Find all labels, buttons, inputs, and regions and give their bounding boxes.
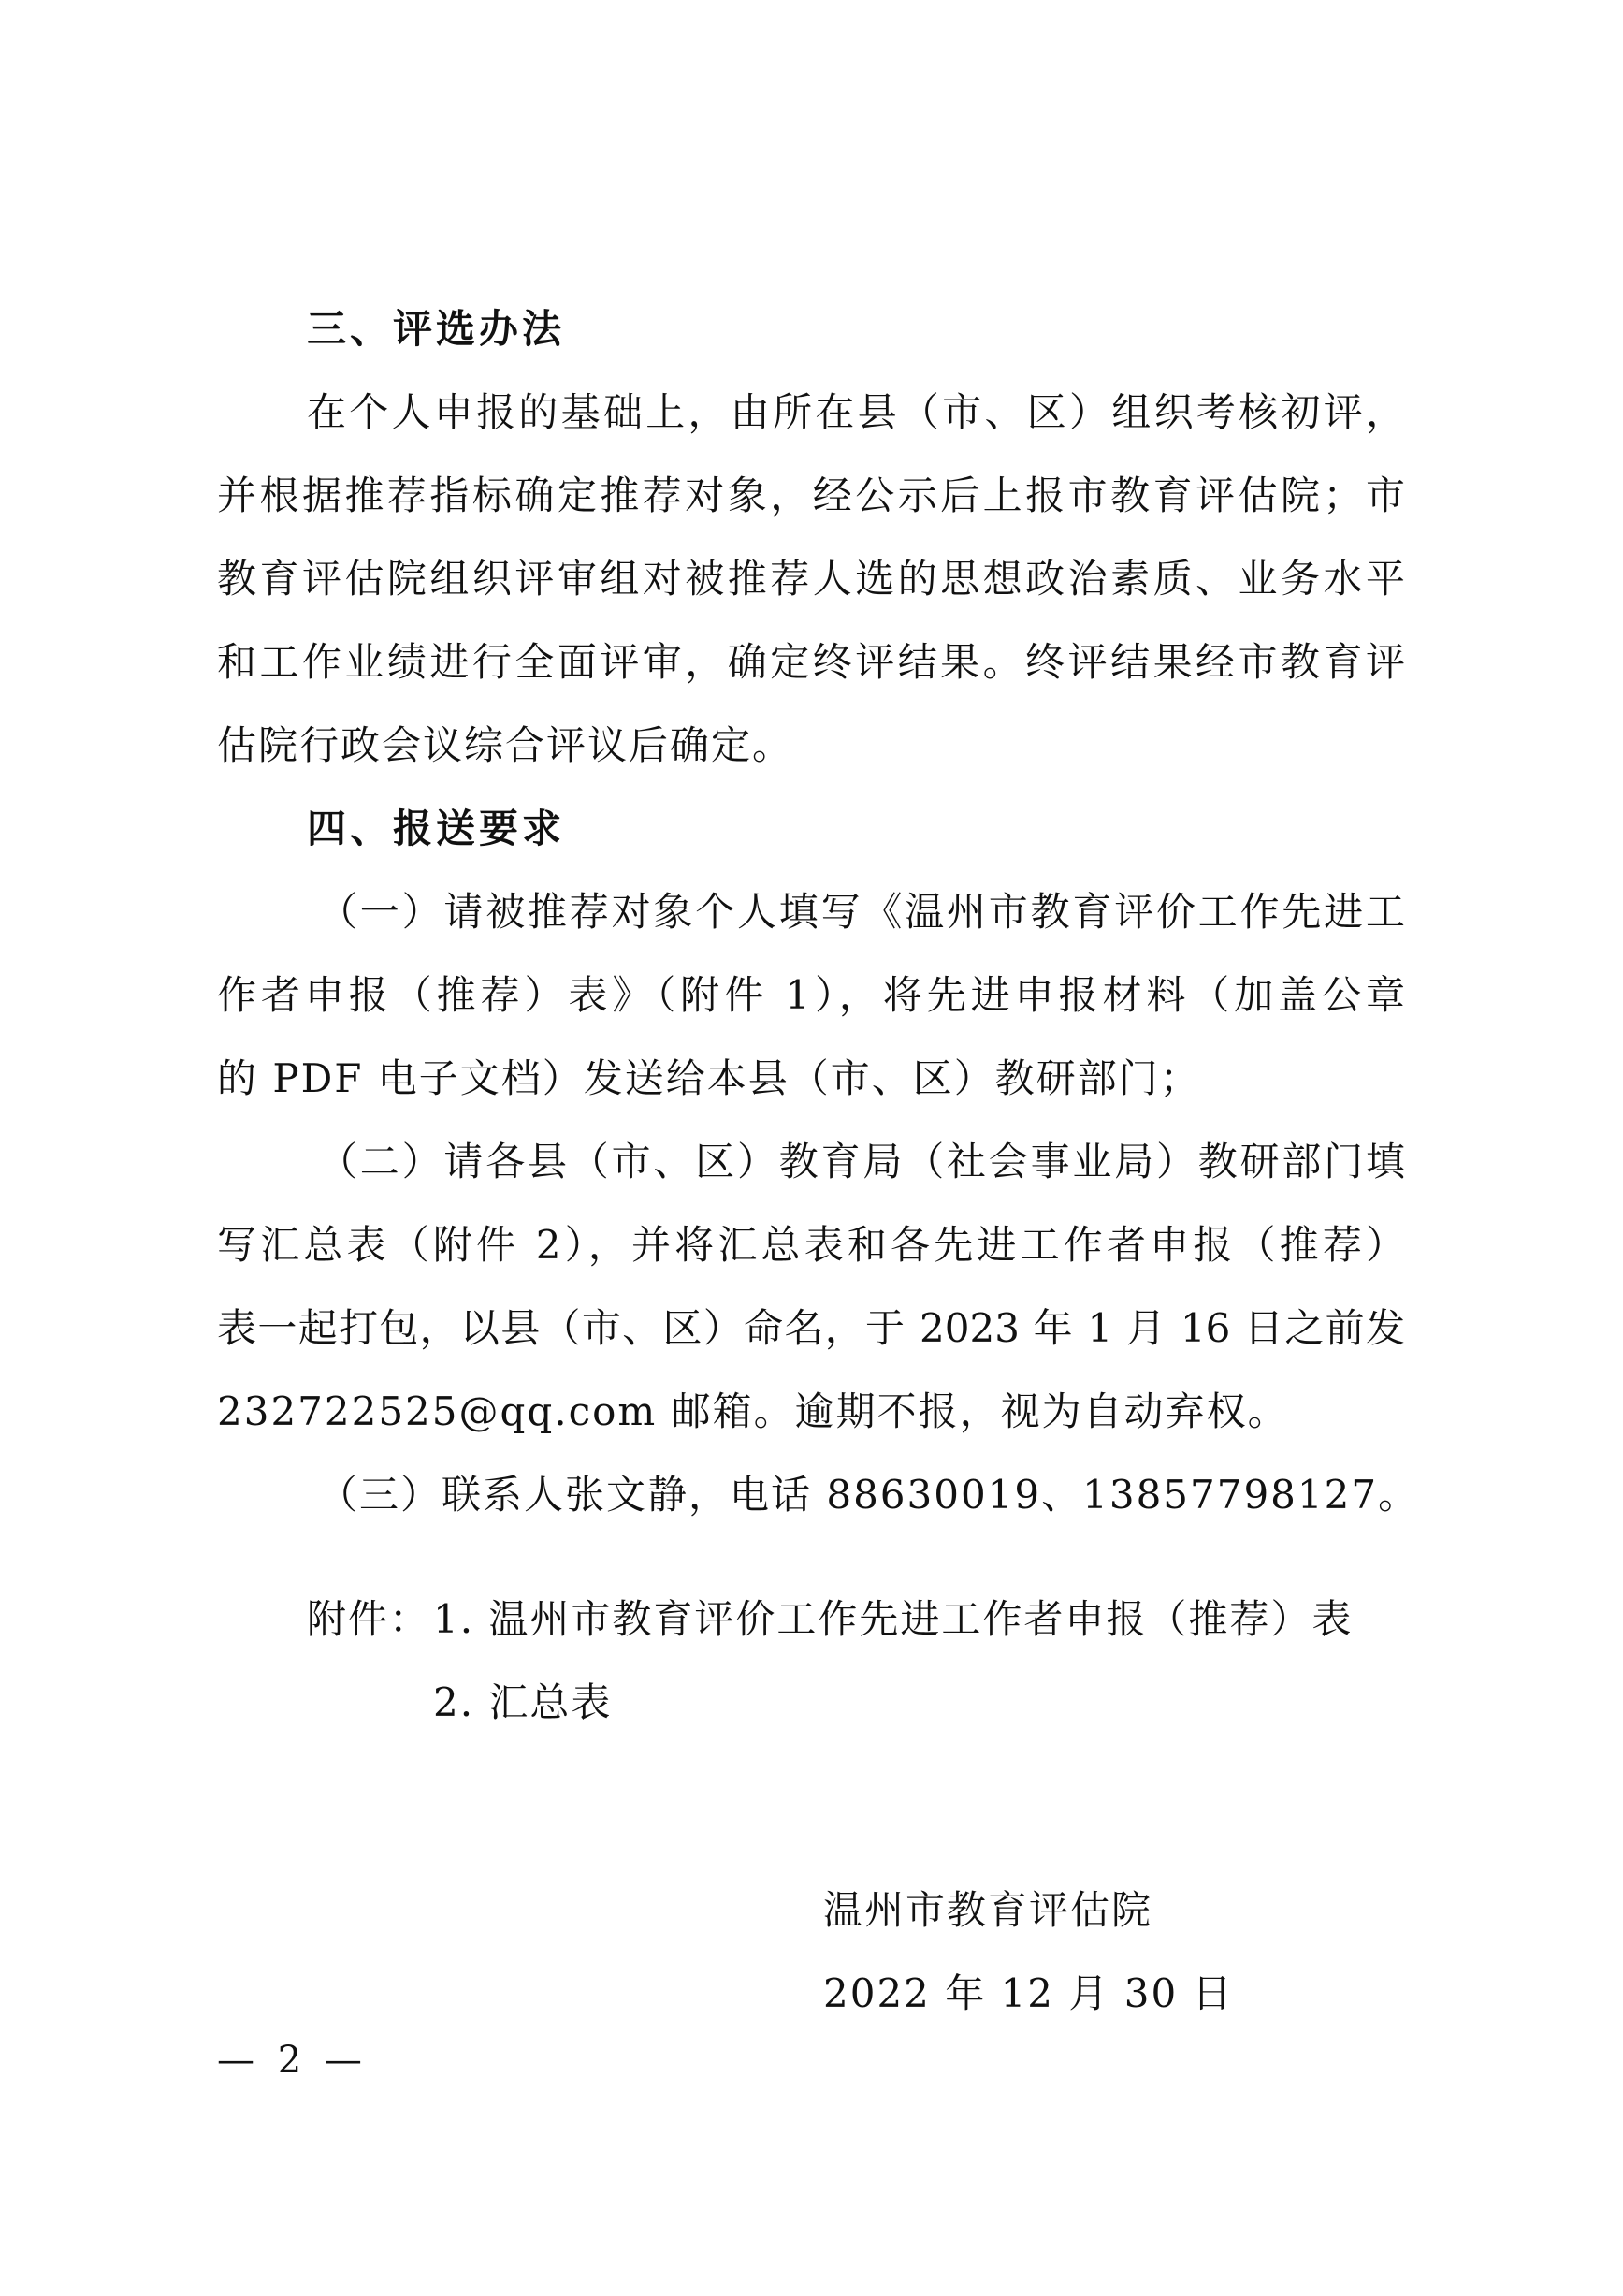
attachment-item-1: 1. 温州市教育评价工作先进工作者申报（推荐）表	[433, 1596, 1354, 1642]
page-number: — 2 —	[217, 2039, 368, 2082]
section-3-line-2: 并根据推荐指标确定推荐对象，经公示后上报市教育评估院；市	[217, 472, 1405, 518]
section-3-line-4: 和工作业绩进行全面评审，确定终评结果。终评结果经市教育评	[217, 639, 1405, 685]
section-3-line-1: 在个人申报的基础上，由所在县（市、区）组织考核初评，	[307, 389, 1405, 435]
attachment-item-2: 2. 汇总表	[433, 1679, 613, 1725]
item-1-line-2: 作者申报（推荐）表》（附件 1），将先进申报材料（加盖公章	[217, 972, 1405, 1018]
signature-date: 2022 年 12 月 30 日	[823, 1970, 1234, 2016]
item-2-line-1: （二）请各县（市、区）教育局（社会事业局）教研部门填	[318, 1139, 1405, 1184]
item-2-line-3: 表一起打包，以县（市、区）命名，于 2023 年 1 月 16 日之前发	[217, 1305, 1405, 1351]
item-3-contact: （三）联系人张文静，电话 88630019、13857798127。	[318, 1472, 1420, 1518]
item-1-line-1: （一）请被推荐对象个人填写《温州市教育评价工作先进工	[318, 889, 1405, 935]
section-3-heading: 三、评选办法	[307, 306, 566, 352]
section-4-heading: 四、报送要求	[307, 806, 566, 851]
item-1-line-3: 的 PDF 电子文档）发送给本县（市、区）教研部门；	[217, 1055, 1201, 1101]
section-3-line-5: 估院行政会议综合评议后确定。	[217, 722, 794, 768]
item-2-line-4: 232722525@qq.com 邮箱。逾期不报，视为自动弃权。	[217, 1388, 1289, 1434]
item-2-line-2: 写汇总表（附件 2），并将汇总表和各先进工作者申报（推荐）	[217, 1222, 1405, 1268]
section-3-line-3: 教育评估院组织评审组对被推荐人选的思想政治素质、业务水平	[217, 556, 1405, 602]
attachments-label: 附件：	[307, 1596, 431, 1642]
signature-org: 温州市教育评估院	[823, 1887, 1153, 1933]
